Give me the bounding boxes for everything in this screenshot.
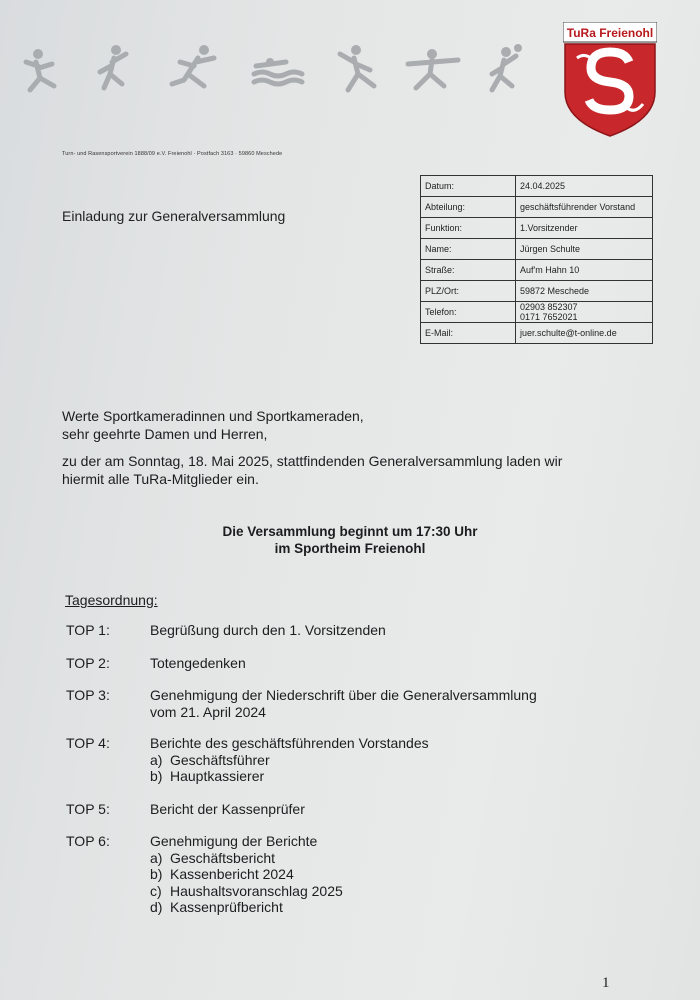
- table-row: Straße: Auf'm Hahn 10: [421, 260, 653, 281]
- meeting-time: Die Versammlung beginnt um 17:30 Uhr: [222, 524, 478, 539]
- list-item: b) Kassenbericht 2024: [150, 866, 294, 882]
- athletics-icon: [172, 45, 214, 86]
- table-row: Datum: 24.04.2025: [421, 176, 653, 197]
- table-row: Abteilung: geschäftsführender Vorstand: [421, 197, 653, 218]
- swimming-icon: [254, 58, 302, 84]
- list-item: b) Hauptkassierer: [150, 768, 265, 784]
- volleyball-icon: [492, 44, 522, 90]
- table-row: Funktion: 1.Vorsitzender: [421, 218, 653, 239]
- meeting-location: im Sportheim Freienohl: [274, 541, 426, 556]
- table-row: Telefon: 02903 852307 0171 7652021: [421, 302, 653, 323]
- email-value: juer.schulte@t-online.de: [516, 323, 653, 344]
- list-item: a) Geschäftsbericht: [150, 849, 276, 866]
- handball-icon: [100, 45, 126, 88]
- dance-icon: [340, 45, 374, 90]
- sender-address: Turn- und Rasensportverein 1888/09 e.V. Freienohl · Postfach 3163 · 59860 Meschede: [62, 151, 283, 157]
- document-title: Einladung zur Generalversammlung: [62, 208, 286, 224]
- agenda-heading: Tagesordnung:: [65, 592, 158, 608]
- salutation: Werte Sportkameradinnen und Sportkameraden, sehr geehrte Damen und Herren,: [62, 408, 364, 442]
- list-item: c) Haushaltsvoranschlag 2025: [150, 882, 343, 899]
- list-item: a) Geschäftsführer: [150, 751, 270, 768]
- table-row: E-Mail: juer.schulte@t-online.de: [421, 323, 653, 344]
- table-row: PLZ/Ort: 59872 Meschede: [421, 281, 653, 302]
- contact-info-table: [420, 175, 653, 344]
- soccer-icon: [26, 49, 54, 90]
- gymnastics-icon: [408, 49, 458, 88]
- invitation-text: zu der am Sonntag, 18. Mai 2025, stattfindenden Generalversammlung laden wir hiermit alle TuRa-Mitglieder ein.: [62, 453, 563, 487]
- page-number: 1: [602, 975, 610, 991]
- list-item: d) Kassenprüfbericht: [150, 899, 283, 915]
- sports-pictograms: [18, 40, 538, 110]
- table-row: Name: Jürgen Schulte: [421, 239, 653, 260]
- club-logo: [563, 22, 657, 137]
- logo-text: TuRa Freienohl: [566, 26, 654, 40]
